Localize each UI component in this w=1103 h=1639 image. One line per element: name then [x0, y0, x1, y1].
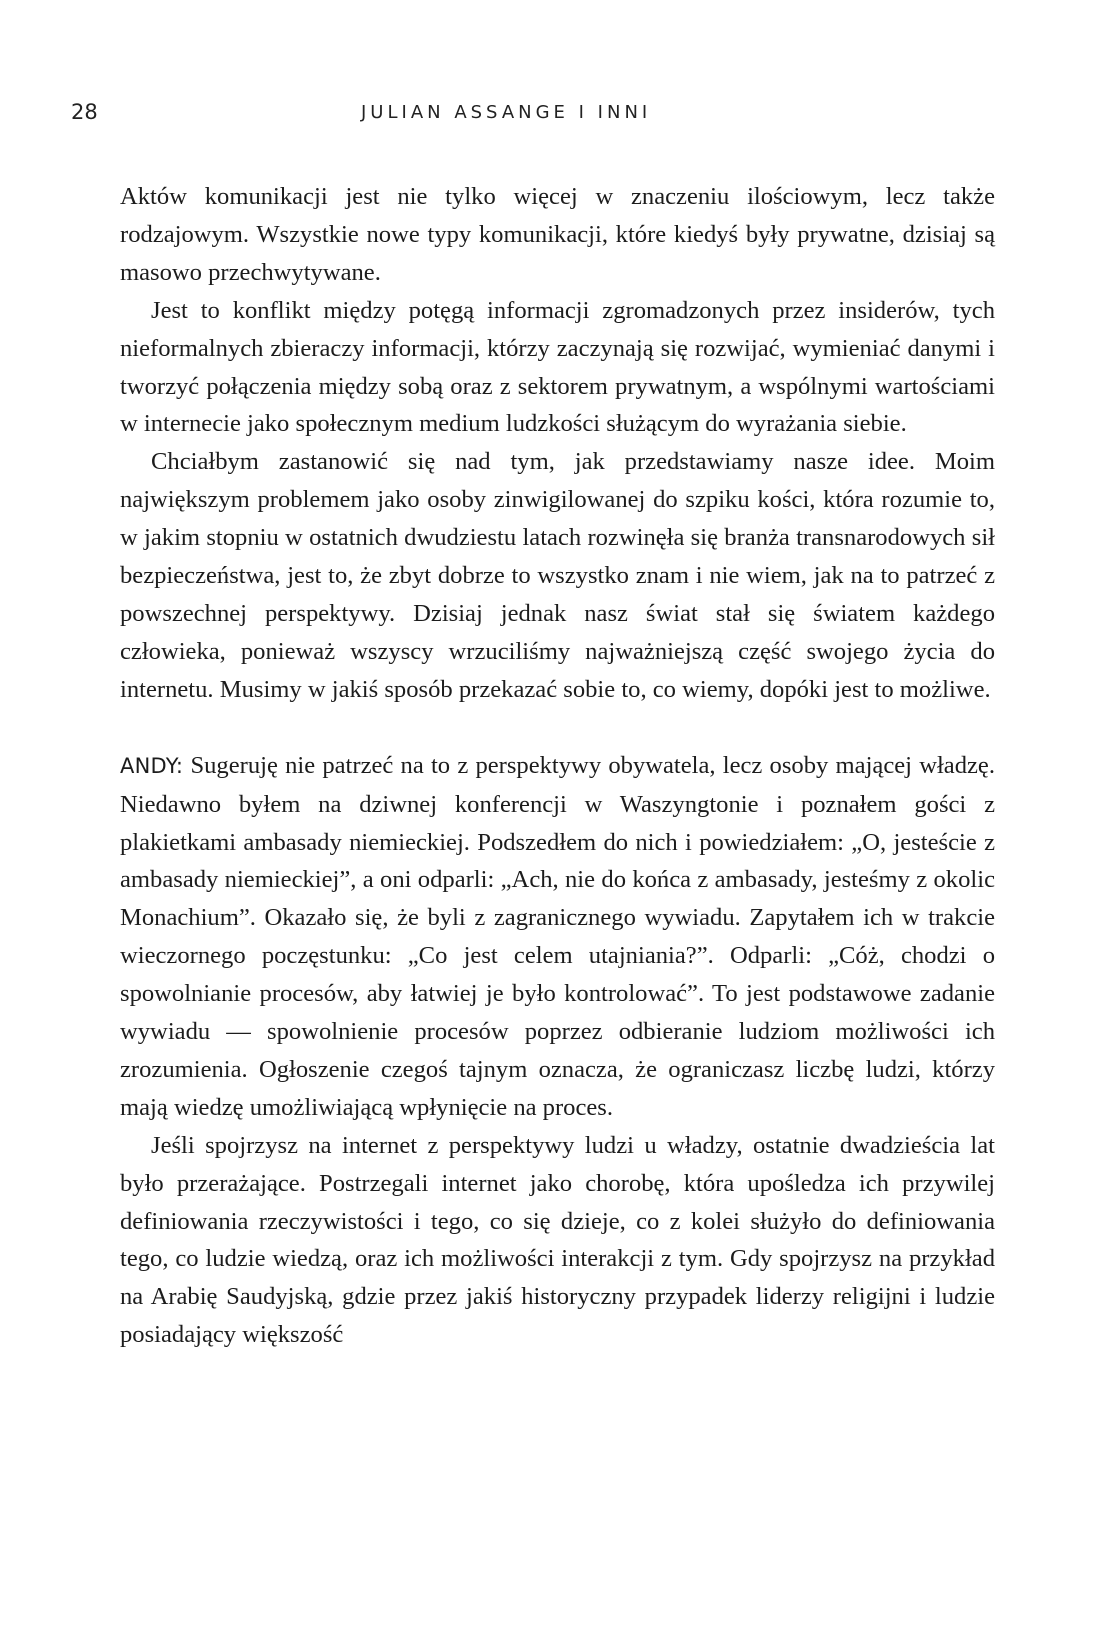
paragraph: Aktów komunikacji jest nie tylko więcej w znaczeniu ilościowym, lecz także rodzajowym. Wszystkie nowe typy komunikacji, które kiedyś były prywatne, dzisiaj są masowo przechwytywane. — [120, 183, 995, 286]
speaker-label: ANDY: — [120, 753, 184, 778]
dialogue-paragraph — [120, 747, 995, 1127]
page-header — [71, 100, 991, 136]
dialogue-text: Sugeruję nie patrzeć na to z perspektywy obywatela, lecz osoby mającej władzę. Niedawno byłem na dziwnej konferencji w Waszyngtonie i poznałem gości z plakietkami ambasady niemieckiej. Podszedłem do nich i powiedziałem: „O, jesteście z ambasady niemieckiej”, a oni odparli: „Ach, nie do końca z ambasady, jesteśmy z okolic Monachium”. Okazało się, że byli z zagranicznego wywiadu. Zapytałem ich w trakcie wieczornego poczęstunku: „Co jest celem utajniania?”. Odparli: „Cóż, chodzi o spowolnianie procesów, aby łatwiej je było kontrolować”. To jest podstawowe zadanie wywiadu — spowolnienie procesów poprzez odbieranie ludziom możliwości ich zrozumienia. Ogłoszenie czegoś tajnym oznacza, że ograniczasz liczbę ludzi, którzy mają wiedzę umożliwiającą wpłynięcie na proces. — [120, 751, 995, 1121]
paragraph: Jest to konflikt między potęgą informacji zgromadzonych przez insiderów, tych nieformalnych zbieraczy informacji, którzy zaczynają się rozwijać, wymieniać danymi i tworzyć połączenia między sobą oraz z sektorem prywatnym, a wspólnymi wartościami w internecie jako społecznym medium ludzkości służącym do wyrażania siebie. — [120, 296, 995, 438]
section-break — [120, 709, 995, 747]
paragraph: Jeśli spojrzysz na internet z perspektywy ludzi u władzy, ostatnie dwadzieścia lat było przerażające. Postrzegali internet jako chorobę, która upośledza ich przywilej definiowania rzeczywistości i tego, co się dzieje, co z kolei służyło do definiowania tego, co ludzie wiedzą, oraz ich możliwości interakcji z tym. Gdy spojrzysz na przykład na Arabię Saudyjską, gdzie przez jakiś historyczny przypadek liderzy religijni i ludzie posiadający większość — [120, 1131, 995, 1349]
paragraph: Chciałbym zastanowić się nad tym, jak przedstawiamy nasze idee. Moim największym problemem jako osoby zinwigilowanej do szpiku kości, która rozumie to, w jakim stopniu w ostatnich dwudziestu latach rozwinęła się branża transnarodowych sił bezpieczeństwa, jest to, że zbyt dobrze to wszystko znam i nie wiem, jak na to patrzeć z powszechnej perspektywy. Dzisiaj jednak nasz świat stał się światem każdego człowieka, ponieważ wszyscy wrzuciliśmy najważniejszą część swojego życia do internetu. Musimy w jakiś sposób przekazać sobie to, co wiemy, dopóki jest to możliwe. — [120, 448, 995, 703]
page-number: 28 — [71, 100, 98, 124]
running-title: JULIAN ASSANGE I INNI — [361, 102, 652, 123]
body-text — [120, 178, 995, 1354]
